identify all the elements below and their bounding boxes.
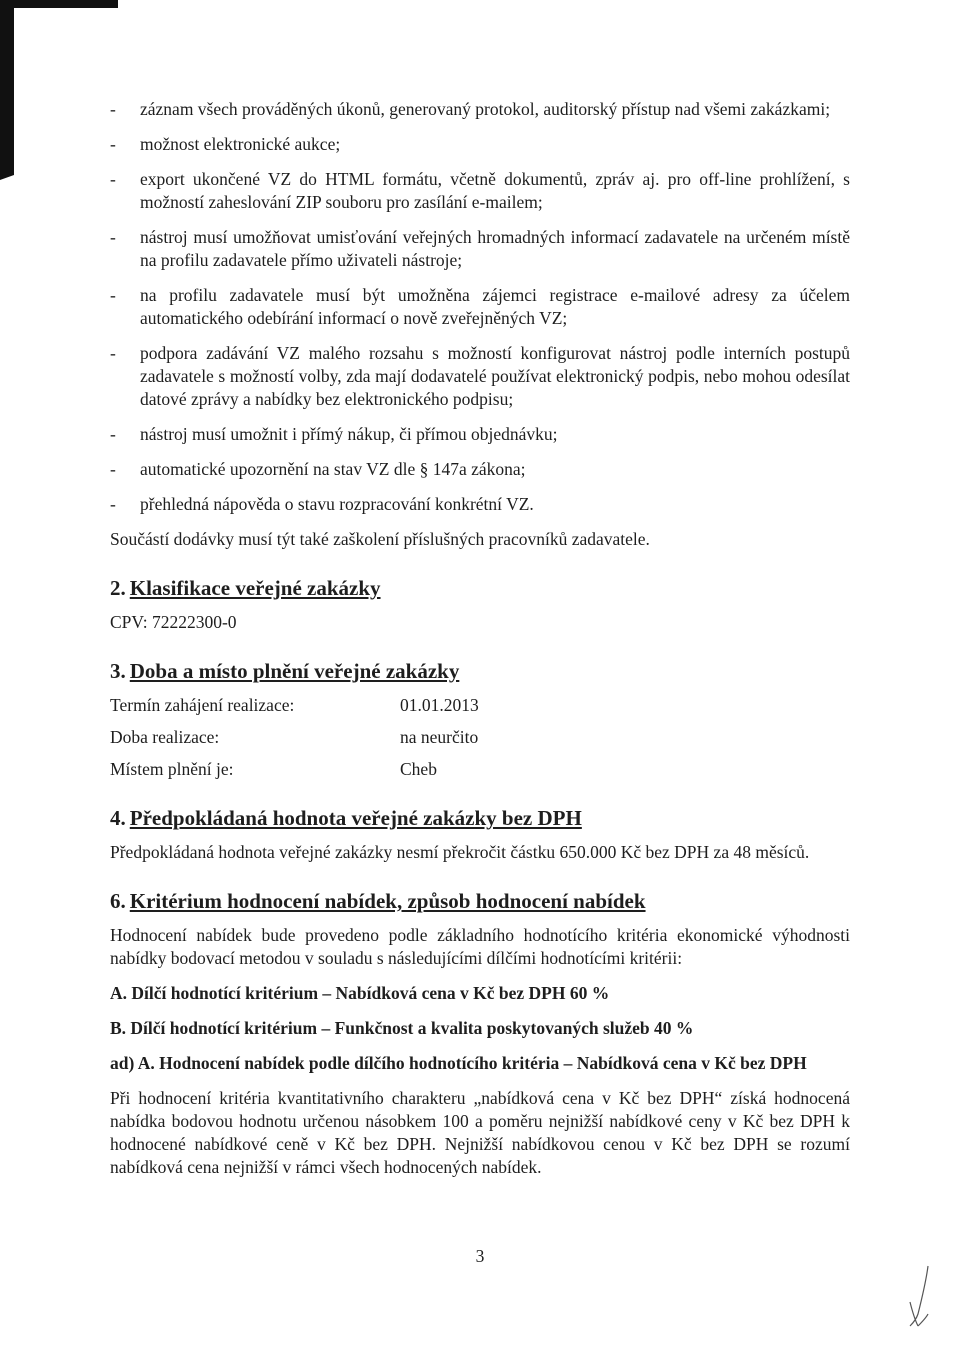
training-note: Součástí dodávky musí týt také zaškolení příslušných pracovníků zadavatele.	[110, 529, 650, 549]
section-3-heading	[110, 658, 850, 684]
list-item	[110, 493, 850, 516]
bullet-dash: -	[110, 285, 116, 305]
section-number: 2.	[110, 576, 126, 600]
criterion-a-text: Při hodnocení kritéria kvantitativního charakteru „nabídková cena v Kč bez DPH“ získá hodnocená nabídka bodovou hodnotu určenou násobkem 100 a poměru nejnižší nabídkové ceny v Kč bez DPH k hodnocené nabídkové ceně v Kč bez DPH. Nejnižší nabídkovou cenou v Kč bez DPH se rozumí nabídková cena nejnižší v rámci všech hodnocených nabídek.	[110, 1088, 850, 1177]
section-number: 4.	[110, 806, 126, 830]
row-value: 01.01.2013	[400, 695, 479, 715]
bullet-dash: -	[110, 494, 116, 514]
list-item	[110, 98, 850, 121]
criterion-a-subheading: ad) A. Hodnocení nabídek podle dílčího hodnotícího kritéria – Nabídková cena v Kč bez DPH	[110, 1053, 807, 1073]
list-item	[110, 342, 850, 411]
scan-border-mark	[0, 0, 120, 180]
list-item-text: automatické upozornění na stav VZ dle § 147a zákona;	[140, 459, 526, 479]
list-item	[110, 226, 850, 272]
list-item	[110, 458, 850, 481]
section-title: Předpokládaná hodnota veřejné zakázky bez DPH	[129, 806, 582, 830]
bullet-dash: -	[110, 99, 116, 119]
section-title: Kritérium hodnocení nabídek, způsob hodnocení nabídek	[129, 889, 646, 913]
bullet-dash: -	[110, 134, 116, 154]
place-row	[110, 758, 850, 781]
row-value: Cheb	[400, 759, 437, 779]
section-number: 3.	[110, 659, 126, 683]
list-item-text: export ukončené VZ do HTML formátu, včetně dokumentů, zpráv aj. pro off-line prohlížení, s možností zaheslování ZIP souboru pro zasílání e-mailem;	[140, 169, 850, 212]
list-item-text: přehledná nápověda o stavu rozpracování konkrétní VZ.	[140, 494, 534, 514]
duration-row	[110, 726, 850, 749]
page-number: 3	[475, 1246, 485, 1266]
list-item	[110, 423, 850, 446]
bullet-dash: -	[110, 169, 116, 189]
list-item-text: podpora zadávání VZ malého rozsahu s možností konfigurovat nástroj podle interních postupů zadavatele s možností volby, zda mají dodavatelé používat elektronický podpis, nebo mohou odesílat datové zprávy a nabídky bez elektronického podpisu;	[140, 343, 850, 409]
list-item-text: na profilu zadavatele musí být umožněna zájemci registrace e-mailové adresy za účelem automatického odebírání informací o nově zveřejněných VZ;	[140, 285, 850, 328]
bullet-dash: -	[110, 424, 116, 444]
criterion-a: A. Dílčí hodnotící kritérium – Nabídková cena v Kč bez DPH 60 %	[110, 983, 610, 1003]
cpv-code: CPV: 72222300-0	[110, 612, 237, 632]
list-item	[110, 133, 850, 156]
document-page	[110, 98, 850, 1191]
row-label: Doba realizace:	[110, 727, 220, 747]
section-title: Doba a místo plnění veřejné zakázky	[129, 659, 460, 683]
estimated-value-text: Předpokládaná hodnota veřejné zakázky nesmí překročit částku 650.000 Kč bez DPH za 48 měsíců.	[110, 842, 810, 862]
section-number: 6.	[110, 889, 126, 913]
list-item-text: záznam všech prováděných úkonů, generovaný protokol, auditorský přístup nad všemi zakázkami;	[140, 99, 831, 119]
evaluation-intro: Hodnocení nabídek bude provedeno podle základního hodnotícího kritéria ekonomické výhodnosti nabídky bodovací metodou v souladu s následujícími dílčími hodnotícími kritérii:	[110, 925, 850, 968]
list-item-text: nástroj musí umožnit i přímý nákup, či přímou objednávku;	[140, 424, 558, 444]
list-item-text: možnost elektronické aukce;	[140, 134, 341, 154]
section-4-heading	[110, 805, 850, 831]
bullet-dash: -	[110, 227, 116, 247]
section-2-heading	[110, 575, 850, 601]
row-value: na neurčito	[400, 727, 479, 747]
row-label: Termín zahájení realizace:	[110, 695, 295, 715]
criterion-b: B. Dílčí hodnotící kritérium – Funkčnost a kvalita poskytovaných služeb 40 %	[110, 1018, 694, 1038]
list-item-text: nástroj musí umožňovat umisťování veřejných hromadných informací zadavatele na určeném místě na profilu zadavatele přímo uživateli nástroje;	[140, 227, 850, 270]
section-6-heading	[110, 888, 850, 914]
list-item	[110, 284, 850, 330]
signature-mark	[898, 1262, 938, 1332]
requirements-list	[110, 98, 850, 516]
section-title: Klasifikace veřejné zakázky	[129, 576, 381, 600]
bullet-dash: -	[110, 343, 116, 363]
list-item	[110, 168, 850, 214]
start-date-row	[110, 694, 850, 717]
row-label: Místem plnění je:	[110, 759, 234, 779]
bullet-dash: -	[110, 459, 116, 479]
